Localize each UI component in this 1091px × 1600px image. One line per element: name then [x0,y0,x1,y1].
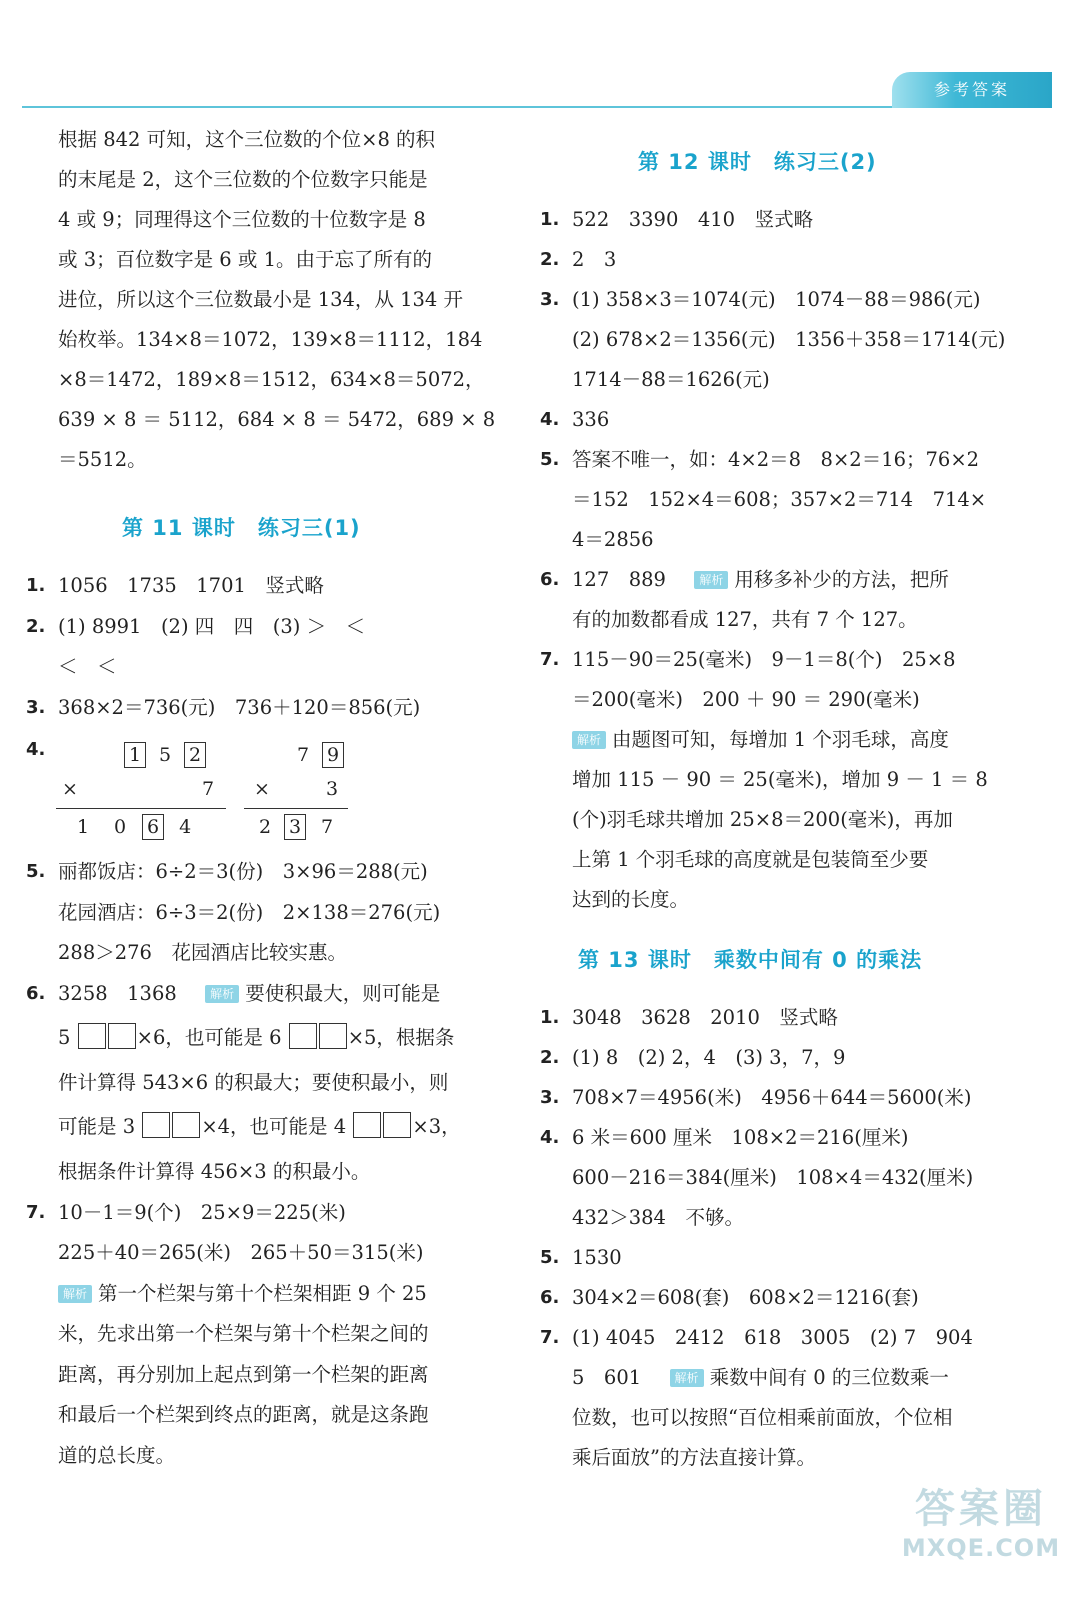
question-5 [26,852,496,892]
answer-continued: ＝152 152×4＝608；357×2＝714 714× [572,488,987,511]
analysis-text: 第一个栏架与第十个栏架相距 9 个 25 [98,1282,427,1305]
question-number: 4. [26,739,46,760]
answer-continued: 432＞384 不够。 [572,1206,744,1229]
answer-continued [58,1018,454,1058]
text-segment: 5 [58,1026,71,1049]
question-6 [26,974,496,1014]
question-number: 6. [540,1287,560,1308]
answer-text: 1530 [572,1246,622,1269]
question-3 [540,280,1015,320]
answer-continued: ＝200(毫米) 200 ＋ 90 ＝ 290(毫米) [572,688,920,711]
question-3 [26,688,496,728]
digit: 4 [179,816,192,838]
digit-box: 6 [142,814,164,840]
analysis-line [572,720,949,760]
analysis-line [58,1274,427,1314]
analysis-text: 用移多补少的方法，把所 [734,568,949,591]
answer-text: 6 米＝600 厘米 108×2＝216(厘米) [572,1126,909,1149]
answer-text: 522 3390 410 竖式略 [572,208,814,231]
blank-box [383,1112,411,1138]
question-4 [540,1118,1015,1158]
question-1 [540,998,1015,1038]
digit: 7 [296,744,310,766]
answer-text: 115－90＝25(毫米) 9－1＝8(个) 25×8 [572,648,956,671]
analysis-text: 由题图可知，每增加 1 个羽毛球，高度 [612,728,949,751]
analysis-line: 上第 1 个羽毛球的高度就是包装筒至少要 [572,848,929,871]
question-number: 2. [540,249,560,270]
blank-box [78,1023,106,1049]
multiply-sign: × [62,778,78,800]
question-7 [26,1193,496,1233]
question-2 [26,607,496,647]
text-segment: ×3， [412,1115,461,1138]
question-7 [540,640,1015,680]
answer-text: (1) 8991 (2) 四 四 (3) ＞ ＜ [58,615,366,638]
question-number: 1. [26,575,46,596]
analysis-line: 距离，再分别加上起点到第一个栏架的距离 [58,1363,429,1386]
question-number: 7. [26,1202,46,1223]
question-number: 4. [540,409,560,430]
answer-text: 2 3 [572,248,617,271]
digit: 1 [76,816,90,838]
analysis-tag: 解析 [694,571,728,589]
question-5 [540,1238,1015,1278]
text-segment: 可能是 3 [58,1115,136,1138]
question-number: 7. [540,1327,560,1348]
digit-box: 3 [284,814,306,840]
vertical-multiplication-b [244,738,354,848]
intro-line: 进位，所以这个三位数最小是 134，从 134 开 [58,288,464,311]
answer-continued [58,1107,461,1147]
analysis-text: 要使积最大，则可能是 [245,982,441,1005]
question-number: 5. [26,861,46,882]
answer-continued: 4＝2856 [572,528,654,551]
answer-text: 127 889 [572,568,666,591]
question-number: 2. [540,1047,560,1068]
analysis-tag: 解析 [670,1369,704,1387]
question-1 [26,566,496,606]
digit: 0 [114,816,127,838]
answer-text: 708×7＝4956(米) 4956＋644＝5600(米) [572,1086,972,1109]
answer-text: (1) 4045 2412 618 3005 (2) 7 904 [572,1326,973,1349]
intro-line: 的末尾是 2，这个三位数的个位数字只能是 [58,168,428,191]
answer-text: 3258 1368 [58,982,177,1005]
calc-rule [56,808,226,809]
question-6 [540,1278,1015,1318]
intro-line: 根据 842 可知，这个三位数的个位×8 的积 [58,128,436,151]
blank-box [319,1023,347,1049]
answer-text: 5 601 [572,1366,642,1389]
digit: 3 [326,778,339,800]
text-segment: ×6，也可能是 6 [136,1026,282,1049]
blank-box [353,1112,381,1138]
answer-text: 10－1＝9(个) 25×9＝225(米) [58,1201,346,1224]
intro-line: 或 3；百位数字是 6 或 1。由于忘了所有的 [58,248,433,271]
watermark-text: 答案圈 [915,1486,1047,1532]
answer-text: (1) 358×3＝1074(元) 1074－88＝986(元) [572,288,981,311]
blank-box [108,1023,136,1049]
digit: 7 [202,778,215,800]
analysis-text: 乘数中间有 0 的三位数乘一 [709,1366,949,1389]
analysis-line: (个)羽毛球共增加 25×8＝200(毫米)，再加 [572,808,953,831]
question-number: 3. [26,697,46,718]
analysis-tag: 解析 [572,731,606,749]
section-title-12: 第 12 课时 练习三(2) [638,150,877,174]
question-number: 1. [540,209,560,230]
intro-line: 始枚举。134×8＝1072，139×8＝1112，184 [58,328,483,351]
answer-continued: 花园酒店：6÷3＝2(份) 2×138＝276(元) [58,901,441,924]
question-number: 6. [540,569,560,590]
section-title-11: 第 11 课时 练习三(1) [122,516,361,540]
digit-box: 1 [124,742,146,768]
watermark-logo [896,1484,1066,1574]
answer-text: 304×2＝608(套) 608×2＝1216(套) [572,1286,919,1309]
analysis-line: 位数，也可以按照“百位相乘前面放，个位相 [572,1406,953,1429]
analysis-line: 乘后面放”的方法直接计算。 [572,1446,816,1469]
question-5 [540,440,1015,480]
question-number: 3. [540,289,560,310]
analysis-line: 和最后一个栏架到终点的距离，就是这条跑 [58,1403,429,1426]
question-number: 4. [540,1127,560,1148]
analysis-line: 道的总长度。 [58,1444,176,1467]
intro-line: 4 或 9；同理得这个三位数的十位数字是 8 [58,208,426,231]
digit: 5 [159,744,172,766]
watermark-url: MXQE.COM [901,1534,1061,1562]
question-number: 6. [26,983,46,1004]
question-2 [540,240,1015,280]
multiply-sign: × [254,778,270,800]
answer-continued: 件计算得 543×6 的积最大；要使积最小，则 [58,1071,449,1094]
answer-text: 3048 3628 2010 竖式略 [572,1006,838,1029]
answer-continued: 288＞276 花园酒店比较实惠。 [58,941,347,964]
answer-continued [572,1358,949,1398]
question-number: 5. [540,449,560,470]
question-6 [540,560,1015,600]
question-4 [540,400,1015,440]
question-2 [540,1038,1015,1078]
question-7 [540,1318,1015,1358]
question-number: 5. [540,1247,560,1268]
digit: 7 [321,816,334,838]
question-number: 1. [540,1007,560,1028]
answer-text: 1056 1735 1701 竖式略 [58,574,324,597]
analysis-line: 有的加数都看成 127，共有 7 个 127。 [572,608,918,631]
intro-line: 639 × 8 ＝ 5112，684 × 8 ＝ 5472，689 × 8 [58,408,496,431]
analysis-line: 达到的长度。 [572,888,690,911]
answer-continued: ＜ ＜ [58,655,117,678]
answer-text: (1) 8 (2) 2，4 (3) 3，7，9 [572,1046,846,1069]
blank-box [142,1112,170,1138]
answer-continued: 1714－88＝1626(元) [572,368,770,391]
analysis-line: 米，先求出第一个栏架与第十个栏架之间的 [58,1322,429,1345]
intro-line: ＝5512。 [58,448,147,471]
question-number: 7. [540,649,560,670]
answer-text: 336 [572,408,610,431]
blank-box [172,1112,200,1138]
question-number: 3. [540,1087,560,1108]
header-rule [22,106,902,108]
analysis-tag: 解析 [58,1285,92,1303]
answer-continued: 600－216＝384(厘米) 108×4＝432(厘米) [572,1166,974,1189]
answer-continued: (2) 678×2＝1356(元) 1356＋358＝1714(元) [572,328,1006,351]
vertical-multiplication-a [56,738,215,848]
digit-box: 9 [322,742,344,768]
question-1 [540,200,1015,240]
text-segment: ×4，也可能是 4 [201,1115,347,1138]
calc-rule [244,808,348,809]
answer-continued: 根据条件计算得 456×3 的积最小。 [58,1160,371,1183]
answer-text: 368×2＝736(元) 736＋120＝856(元) [58,696,421,719]
answer-text: 丽都饭店：6÷2＝3(份) 3×96＝288(元) [58,860,428,883]
text-segment: ×5，根据条 [347,1026,455,1049]
blank-box [289,1023,317,1049]
digit: 2 [258,816,272,838]
answer-key-tab: 参考答案 [892,72,1052,108]
analysis-line: 增加 115 － 90 ＝ 25(毫米)，增加 9 － 1 ＝ 8 [572,768,988,791]
section-title-13: 第 13 课时 乘数中间有 0 的乘法 [578,948,923,972]
question-number: 2. [26,616,46,637]
question-3 [540,1078,1015,1118]
analysis-tag: 解析 [205,985,239,1003]
digit-box: 2 [184,742,206,768]
intro-line: ×8＝1472，189×8＝1512，634×8＝5072， [58,368,485,391]
answer-text: 答案不唯一，如：4×2＝8 8×2＝16；76×2 [572,448,980,471]
answer-continued: 225＋40＝265(米) 265＋50＝315(米) [58,1241,424,1264]
